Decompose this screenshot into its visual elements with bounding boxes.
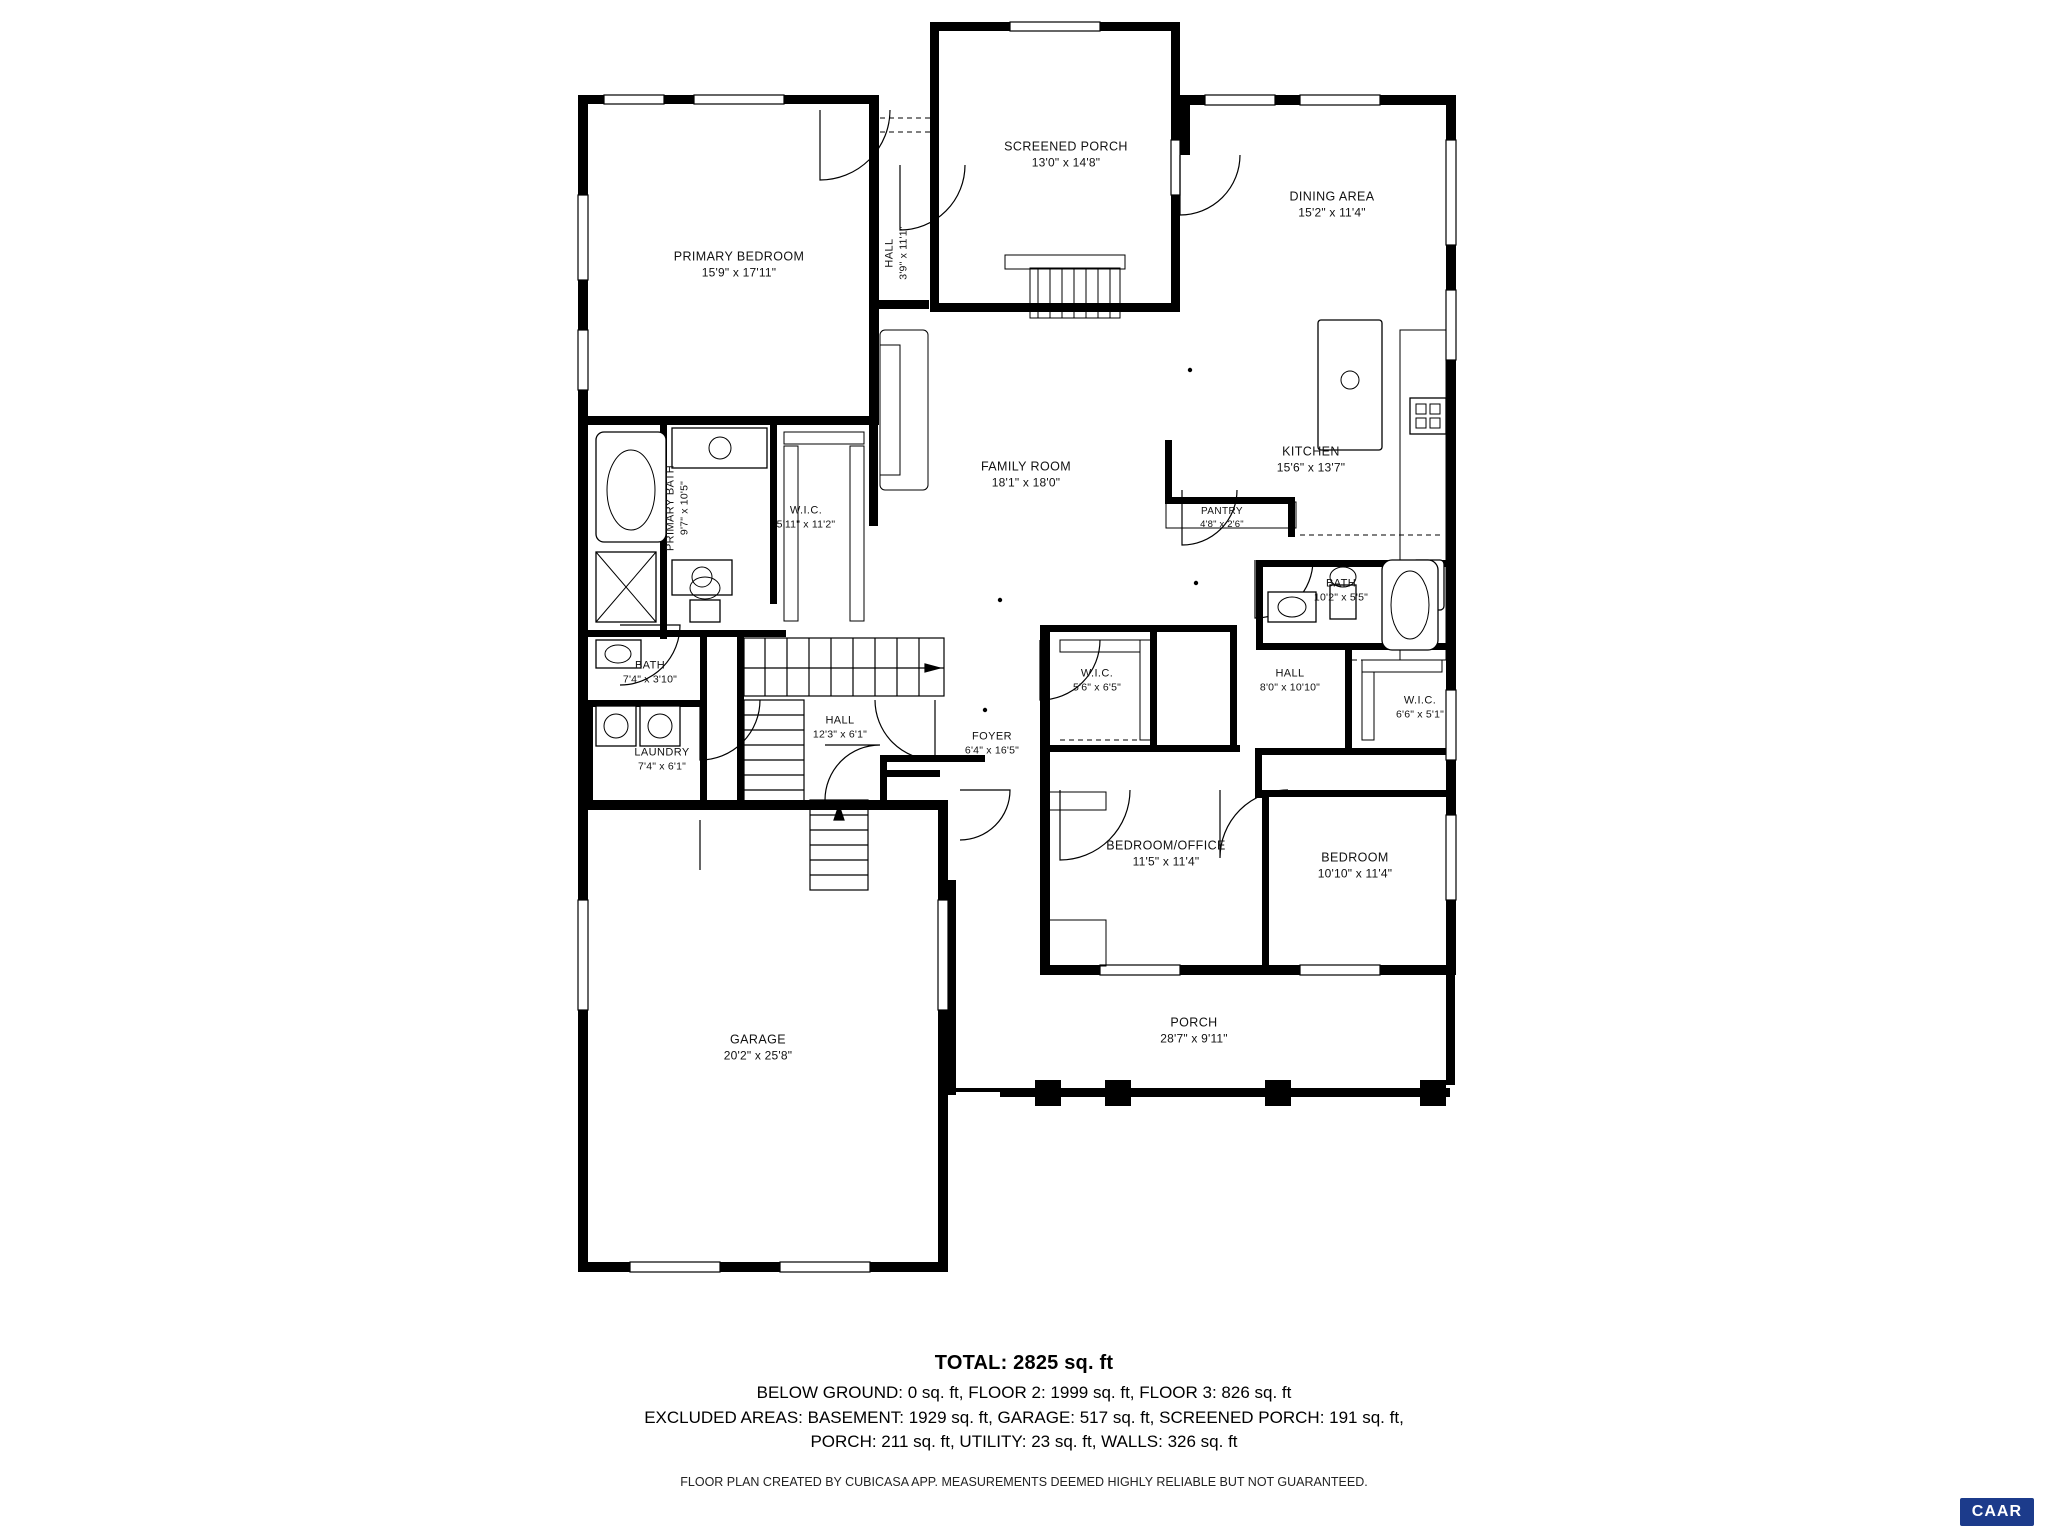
room-name: KITCHEN bbox=[1282, 444, 1340, 459]
room-name: HALL bbox=[1275, 667, 1305, 680]
room-dimensions: 7'4" x 3'10" bbox=[622, 673, 678, 686]
room-dimensions: 10'10" x 11'4" bbox=[1317, 866, 1393, 881]
area-summary bbox=[0, 1352, 2048, 1489]
room-name: BATH bbox=[634, 659, 666, 672]
disclaimer-text: FLOOR PLAN CREATED BY CUBICASA APP. MEASUREMENTS DEEMED HIGHLY RELIABLE BUT NOT GUARANTEED. bbox=[680, 1474, 1368, 1489]
area-markers bbox=[980, 368, 1198, 712]
room-dimensions: 15'9" x 17'11" bbox=[701, 265, 777, 280]
room-dimensions: 13'0" x 14'8" bbox=[1031, 155, 1101, 170]
room-name: BEDROOM/OFFICE bbox=[1106, 838, 1226, 853]
room-dimensions: 3'9" x 11'1" bbox=[897, 226, 910, 280]
room-dimensions: 8'0" x 10'10" bbox=[1259, 681, 1321, 694]
room-name: W.I.C. bbox=[1080, 667, 1114, 680]
room-dimensions: 4'8" x 2'6" bbox=[1200, 518, 1244, 530]
room-dimensions: 18'1" x 18'0" bbox=[991, 475, 1061, 490]
room-dimensions: 20'2" x 25'8" bbox=[723, 1048, 793, 1063]
room-dimensions: 11'5" x 11'4" bbox=[1132, 854, 1200, 869]
room-name: PRIMARY BEDROOM bbox=[673, 249, 805, 264]
fixtures bbox=[596, 118, 1446, 966]
room-name: BATH bbox=[1325, 577, 1357, 590]
room-dimensions: 5'11" x 11'2" bbox=[776, 518, 836, 531]
room-dimensions: 9'7" x 10'5" bbox=[678, 480, 691, 536]
excluded-areas-line-1: EXCLUDED AREAS: BASEMENT: 1929 sq. ft, GARAGE: 517 sq. ft, SCREENED PORCH: 191 sq. ft, bbox=[644, 1407, 1404, 1427]
room-dimensions: 6'4" x 16'5" bbox=[964, 744, 1020, 757]
excluded-areas-line-2: PORCH: 211 sq. ft, UTILITY: 23 sq. ft, WALLS: 326 sq. ft bbox=[810, 1432, 1238, 1452]
room-name: FOYER bbox=[972, 730, 1012, 743]
room-name: W.I.C. bbox=[789, 504, 823, 517]
room-dimensions: 5'6" x 6'5" bbox=[1072, 681, 1122, 694]
room-dimensions: 10'2" x 5'5" bbox=[1313, 591, 1369, 604]
floor-breakdown: BELOW GROUND: 0 sq. ft, FLOOR 2: 1999 sq. ft, FLOOR 3: 826 sq. ft bbox=[756, 1383, 1292, 1402]
room-name: PANTRY bbox=[1200, 505, 1244, 517]
room-name: HALL bbox=[883, 238, 896, 268]
room-name: FAMILY ROOM bbox=[980, 459, 1072, 474]
caar-logo: CAAR bbox=[1960, 1498, 2034, 1526]
room-dimensions: 15'6" x 13'7" bbox=[1276, 460, 1346, 475]
room-name: PRIMARY BATH bbox=[664, 464, 677, 552]
room-dimensions: 7'4" x 6'1" bbox=[637, 760, 687, 773]
room-dimensions: 6'6" x 5'1" bbox=[1395, 708, 1445, 721]
room-name: W.I.C. bbox=[1403, 694, 1437, 707]
room-name: HALL bbox=[825, 714, 855, 727]
interior-walls bbox=[578, 110, 1455, 975]
room-name: DINING AREA bbox=[1289, 189, 1375, 204]
room-name: BEDROOM bbox=[1321, 850, 1389, 865]
porch-columns bbox=[956, 1080, 1450, 1106]
room-name: GARAGE bbox=[730, 1032, 786, 1047]
room-name: LAUNDRY bbox=[634, 746, 690, 759]
total-area: TOTAL: 2825 sq. ft bbox=[934, 1352, 1114, 1374]
room-name: SCREENED PORCH bbox=[1004, 139, 1128, 154]
room-dimensions: 15'2" x 11'4" bbox=[1298, 205, 1366, 220]
room-dimensions: 28'7" x 9'11" bbox=[1160, 1031, 1228, 1046]
room-name: PORCH bbox=[1170, 1015, 1218, 1030]
room-dimensions: 12'3" x 6'1" bbox=[812, 728, 868, 741]
